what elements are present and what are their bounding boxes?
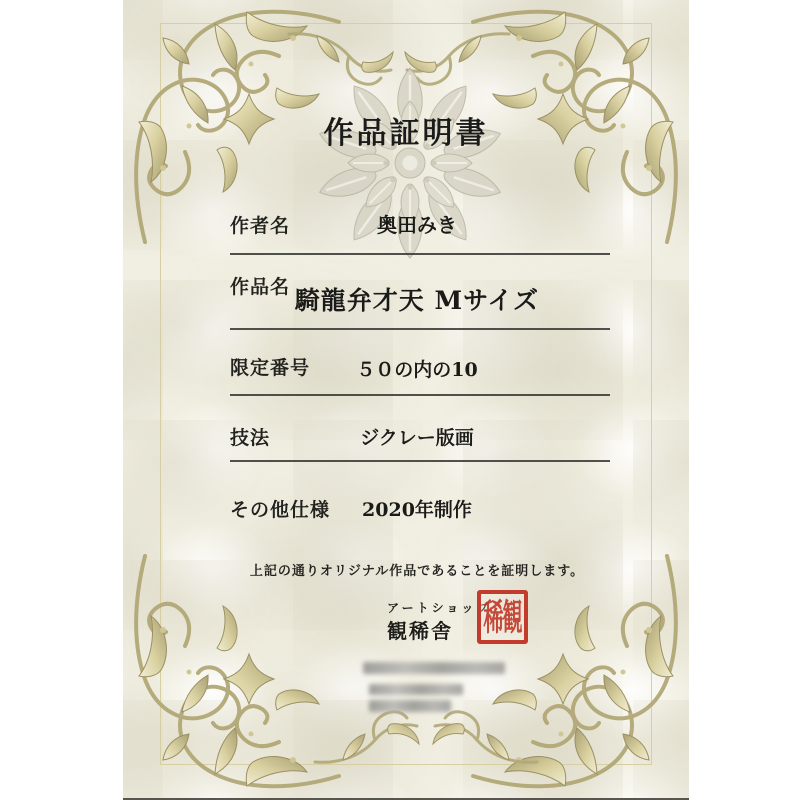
- redacted-text-line: [363, 662, 505, 674]
- certificate-sheet: [123, 0, 689, 800]
- field-underline: [230, 253, 610, 255]
- field-value-other-spec: 2020年制作: [362, 499, 472, 521]
- field-label-author: 作者名: [230, 215, 291, 237]
- field-underline: [230, 328, 610, 330]
- field-underline: [230, 460, 610, 462]
- seal-char-left: 稀: [483, 595, 503, 639]
- issuer-shop-type: アートショップ: [387, 601, 492, 615]
- redacted-text-line: [369, 700, 451, 712]
- issuer-shop-name: 観稀舎: [387, 619, 453, 643]
- field-value-author: 奥田みき: [377, 213, 457, 237]
- seal-characters: [483, 595, 522, 639]
- certification-statement: 上記の通りオリジナル作品であることを証明します。: [249, 564, 585, 579]
- red-seal-stamp-icon: [477, 590, 528, 644]
- redacted-text-line: [369, 684, 463, 695]
- seal-char-right: 観: [502, 595, 522, 639]
- field-value-technique: ジクレー版画: [360, 427, 474, 449]
- field-label-technique: 技法: [230, 427, 271, 449]
- field-value-work-title: 騎龍弁才天 Mサイズ: [294, 286, 540, 315]
- field-label-work-title: 作品名: [230, 276, 291, 298]
- field-value-edition: ５０の内の10: [356, 359, 478, 381]
- field-label-other-spec: その他仕様: [230, 499, 331, 521]
- certificate-title: 作品証明書: [323, 116, 489, 151]
- field-underline: [230, 394, 610, 396]
- field-label-edition: 限定番号: [230, 357, 311, 379]
